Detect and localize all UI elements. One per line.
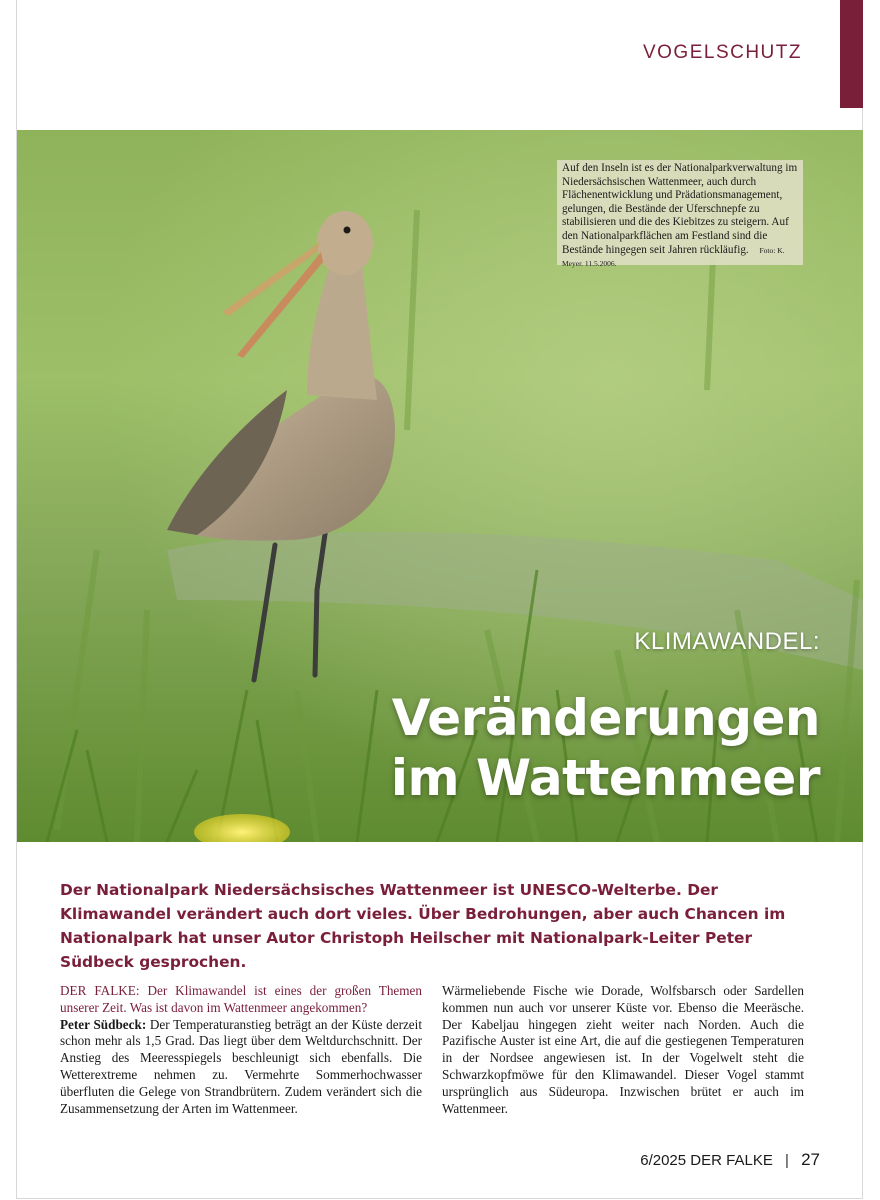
magazine-name: DER FALKE (690, 1152, 773, 1169)
article-column-right (442, 983, 804, 1117)
page-footer (640, 1150, 820, 1170)
interview-speaker: Peter Südbeck: (60, 1016, 147, 1032)
article-title (391, 688, 820, 808)
caption-text: Auf den Inseln ist es der Nationalparkverwaltung im Niedersächsischen Wattenmeer, auch durch Flächenentwicklung und Prädationsmanagement, gelungen, die Bestände der Uferschnepfe zu stabilisieren und die des Kiebitzes zu steigern. Auf den Nationalparkflächen am Festland sind die Bestände hingegen seit Jahren rückläufig. (562, 162, 798, 256)
title-line-1: Veränderungen (391, 689, 820, 747)
interview-answer-part1: Der Temperaturanstieg beträgt an der Küste derzeit schon mehr als 1,5 Grad. Das liegt über dem Weltdurchschnitt. Der Anstieg des Meeresspiegels beschleunigt sich ebenfalls. Die Wetterextreme nehmen zu. Vermehrte Sommerhochwasser überfluten die Gelege von Strandbrütern. Zudem verändert sich die Zusammensetzung der Arten im Wattenmeer. (60, 1016, 422, 1116)
interview-question: DER FALKE: Der Klimawandel ist eines der großen Themen unserer Zeit. Was ist davon im Wattenmeer angekommen? (60, 983, 422, 1015)
photo-credit: Foto: K. Meyer. 11.5.2006. (562, 245, 785, 269)
article-kicker: KLIMAWANDEL: (634, 628, 820, 655)
title-line-2: im Wattenmeer (390, 749, 820, 807)
lead-paragraph: Der Nationalpark Niedersächsisches Wattenmeer ist UNESCO-Welterbe. Der Klimawandel verändert auch dort vieles. Über Bedrohungen, aber auch Chancen im Nationalpark hat unser Autor Christoph Heilscher mit Nationalpark-Leiter Peter Südbeck gesprochen. (60, 881, 786, 971)
footer-separator: | (785, 1152, 789, 1169)
interview-answer-part2: Wärmeliebende Fische wie Dorade, Wolfsbarsch oder Sardellen kommen nun auch vor unserer Küste vor. Ebenso die Meeräsche. Der Kabeljau hingegen zieht weiter nach Norden. Auch die Pazifische Auster ist eine Art, die auf die gestiegenen Temperaturen in der Nordsee angewiesen ist. In der Vogelwelt steht die Schwarzkopfmöwe für den Klimawandel. Dieser Vogel stammt ursprünglich aus Südeuropa. Inzwischen brütet er auch im Wattenmeer. (442, 983, 804, 1116)
issue-number: 6/2025 (640, 1152, 687, 1169)
photo-caption (557, 160, 803, 269)
accent-bar (840, 0, 863, 108)
section-label: VOGELSCHUTZ (642, 42, 802, 63)
article-column-left (60, 983, 422, 1117)
page-number: 27 (801, 1150, 820, 1169)
